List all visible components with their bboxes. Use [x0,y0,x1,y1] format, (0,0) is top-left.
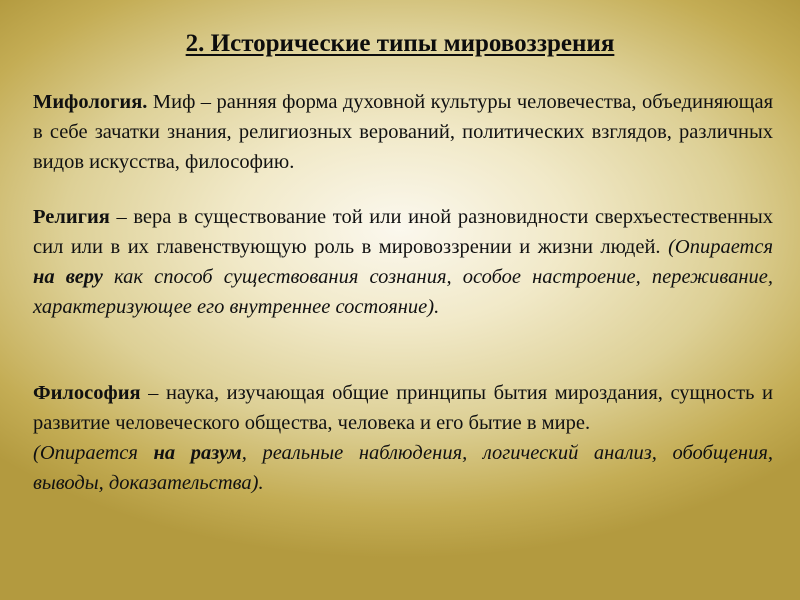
philosophy-paragraph [33,378,773,498]
religion-definition: – вера в существование той или иной разновидности сверхъестественных сил или в их главенствующую роль в мировоззрении и жизни людей. [33,206,773,258]
mythology-term: Мифология. [33,91,148,113]
religion-note-open: (Опирается [668,236,773,258]
religion-note-rest: как способ существования сознания, особое настроение, переживание, характеризующее его внутреннее состояние). [33,266,774,318]
religion-note-emphasis: на веру [33,266,103,288]
mythology-definition: Миф – ранняя форма духовной культуры человечества, объединяющая в себе зачатки знания, религиозных верований, политических взглядов, различных видов искусства, философию. [33,91,773,173]
religion-term: Религия [33,206,110,228]
philosophy-note-emphasis: на разум [153,442,242,464]
slide-title: 2. Исторические типы мировоззрения [185,30,615,57]
philosophy-term: Философия [33,382,141,404]
philosophy-note [33,438,773,498]
philosophy-definition: – наука, изучающая общие принципы бытия мироздания, сущность и развитие человеческого общества, человека и его бытие в мире. [33,382,773,434]
religion-paragraph [33,202,773,322]
philosophy-note-open: (Опирается [33,442,154,464]
philosophy-note-rest: , реальные наблюдения, логический анализ, обобщения, выводы, доказательства). [33,442,773,494]
mythology-paragraph [33,87,773,177]
